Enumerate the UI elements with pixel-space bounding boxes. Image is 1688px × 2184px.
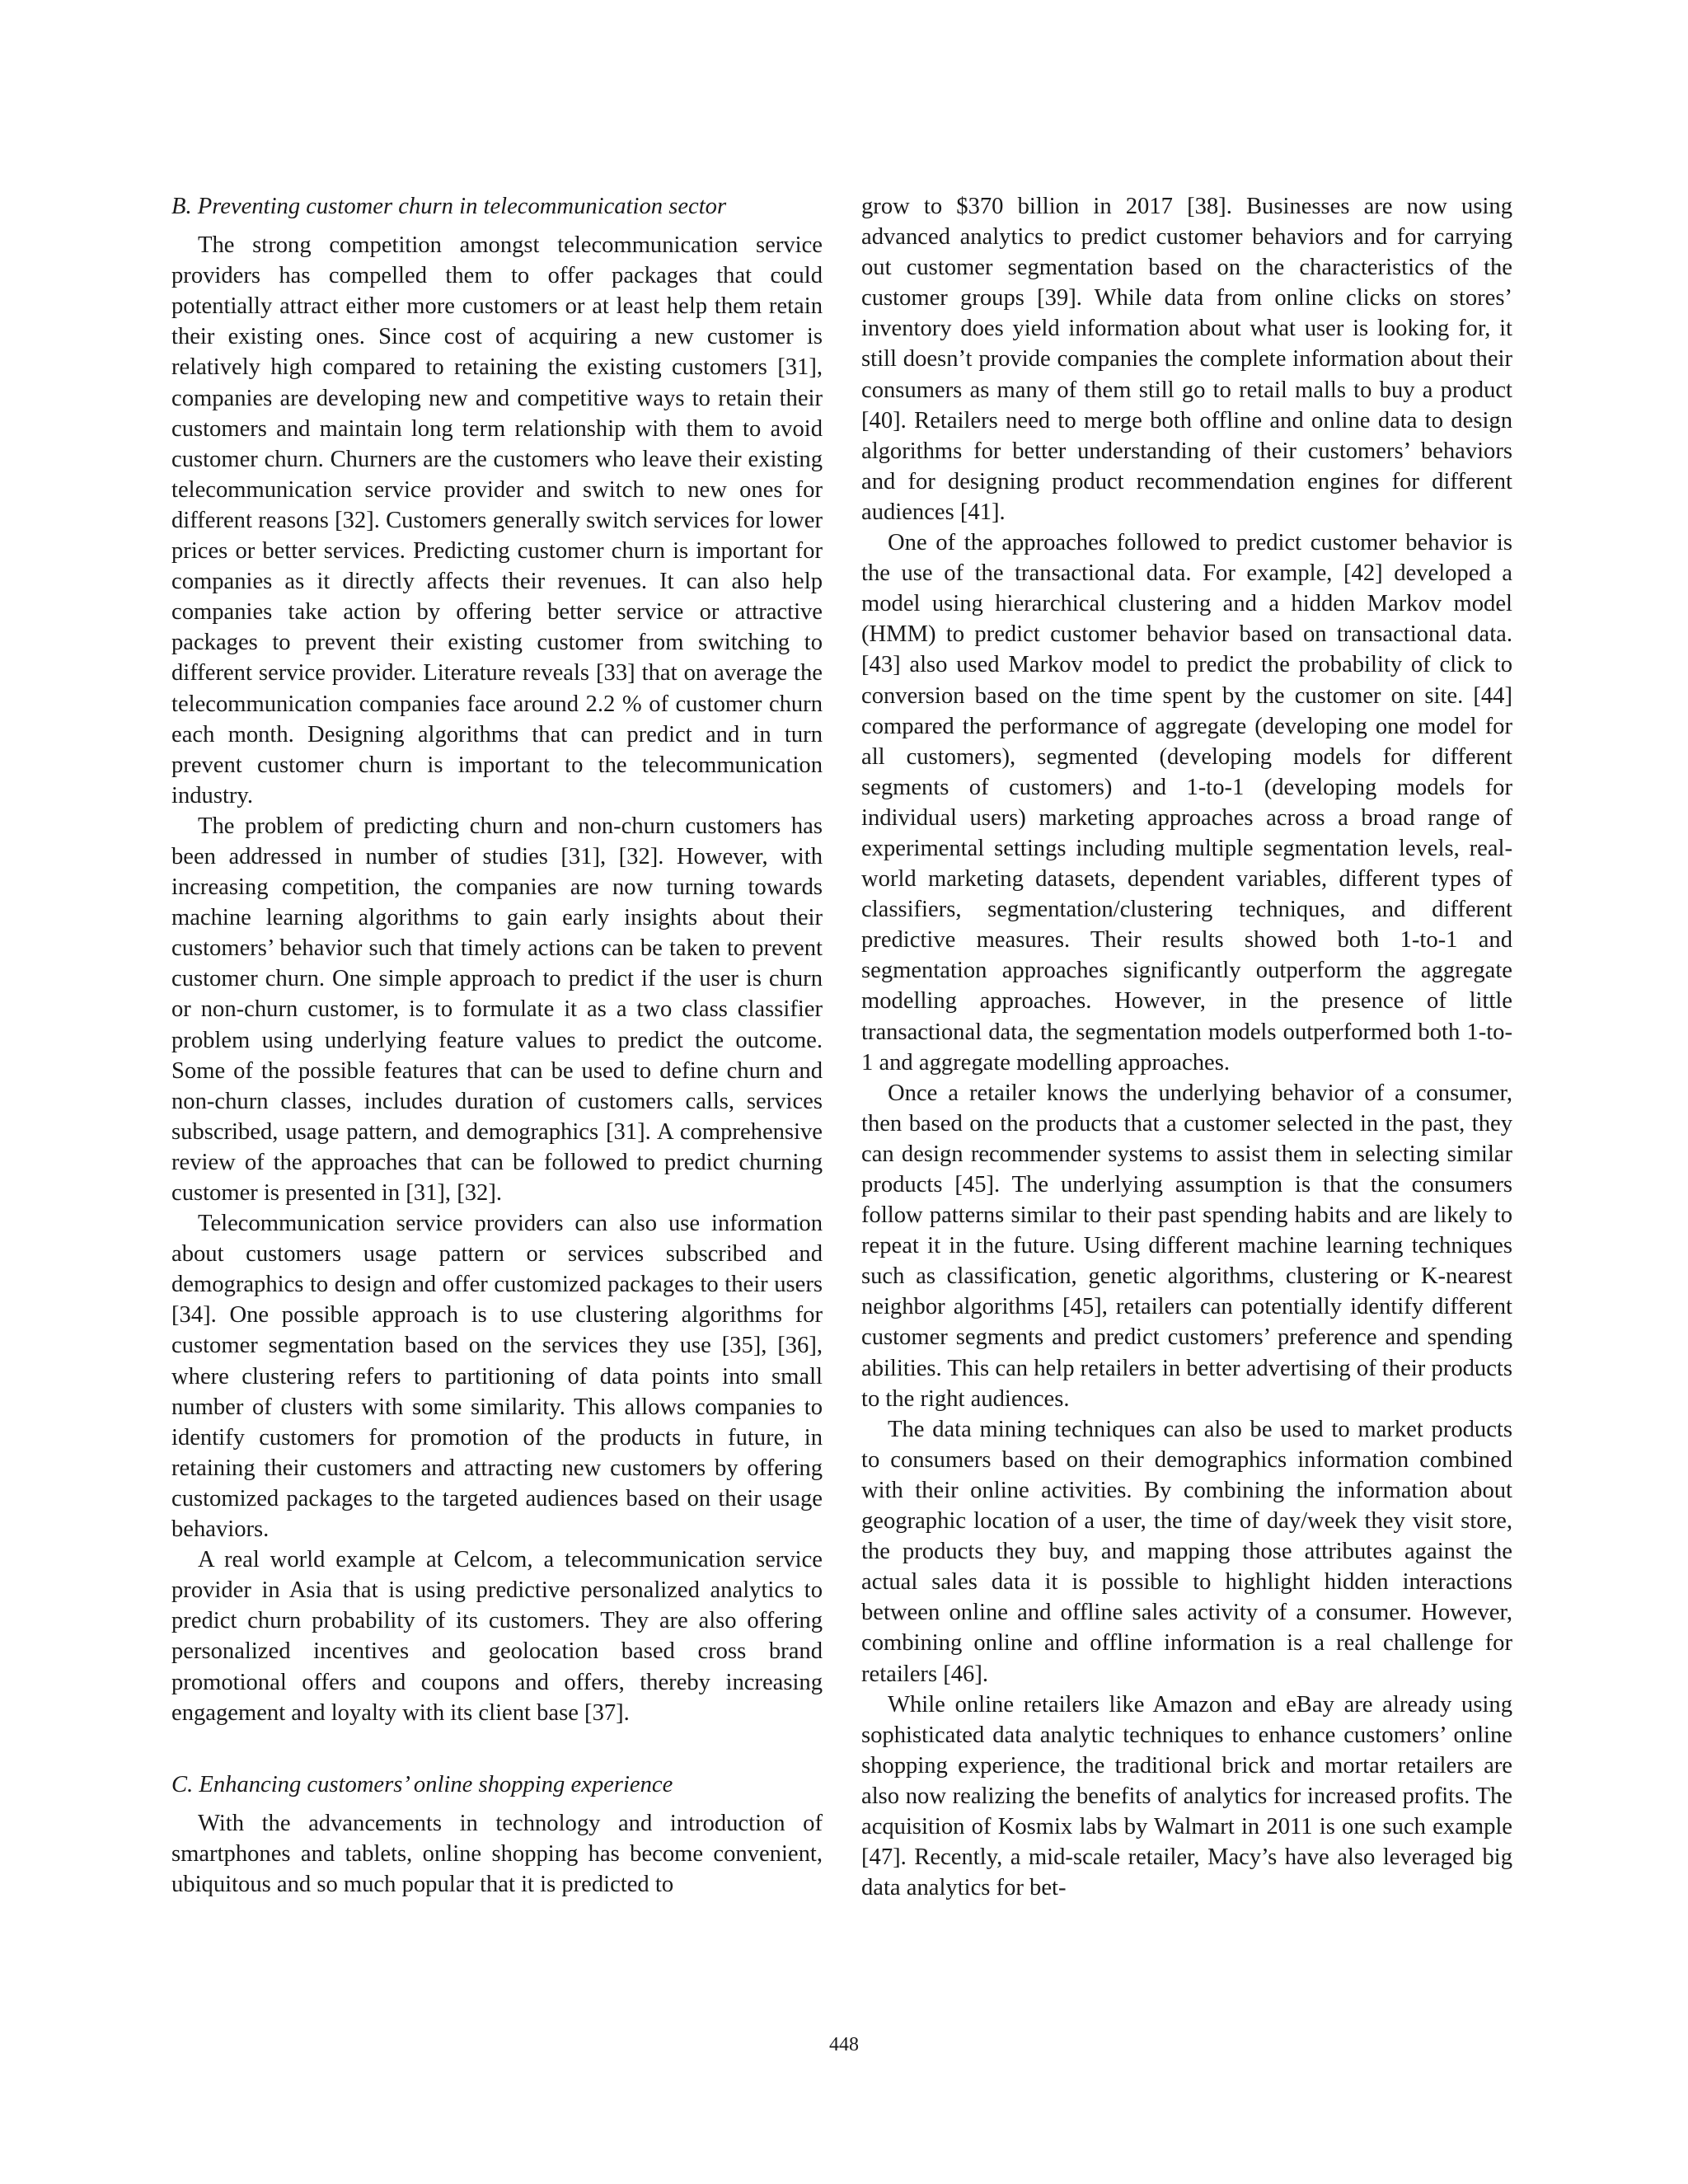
section-heading-c: C. Enhancing customers’ online shopping experience (171, 1771, 673, 1797)
paragraph-churn-segmentation: Telecommunication service providers can also use information about customers usage pattern or services subscribed and demographics to design and offer customized packages to their users [34]. One possible approach is to use clustering algorithms for customer segmentation based on the services they use [35], [36], where clustering refers to partitioning of data points into small number of clusters with some similarity. This allows companies to identify customers for promotion of the products in future, in retaining their customers and attracting new customers by offering customized packages to the targeted audiences based on their usage behaviors. (171, 1211, 823, 1543)
paragraph-recommender-systems: Once a retailer knows the underlying behavior of a consumer, then based on the products that a customer selected in the past, they can design recommender systems to assist them in selecting similar products [45]. The underlying assumption is that the consumers follow patterns similar to their past spending habits and are likely to repeat it in the future. Using different machine learning techniques such as classification, genetic algorithms, clustering or K-nearest neighbor algorithms [45], retailers can potentially identify different customer segments and predict customers’ preference and spending abilities. This can help retailers in better advertising of their products to the right audiences. (861, 1080, 1512, 1412)
right-column (861, 191, 1512, 1903)
paragraph-data-mining: The data mining techniques can also be used to market products to consumers based on their demographics information combined with their online activities. By combining the information about geographic location of a user, the time of day/week they visit store, the products they buy, and mapping those attributes against the actual sales data it is possible to highlight hidden interactions between online and offline sales activity of a consumer. However, combining online and offline information is a real challenge for retailers [46]. (861, 1416, 1512, 1687)
paragraph-celcom-example: A real world example at Celcom, a telecommunication service provider in Asia that is using predictive personalized analytics to predict churn probability of its customers. They are also offering personalized incentives and geolocation based cross brand promotional offers and coupons and offers, thereby increasing engagement and loyalty with its client base [37]. (171, 1547, 823, 1726)
paragraph-churn-intro: The strong competition amongst telecommunication service providers has compelled them to offer packages that could potentially attract either more customers or at least help them retain their existing ones. Since cost of acquiring a new customer is relatively high compared to retaining the existing customers [31], companies are developing new and competitive ways to retain their customers and maintain long term relationship with them to avoid customer churn. Churners are the customers who leave their existing telecommunication service provider and switch to new ones for different reasons [32]. Customers generally switch services for lower prices or better services. Predicting customer churn is important for companies as it directly affects their revenues. It can also help companies take action by offering better service or attractive packages to prevent their existing customer from switching to different service provider. Literature reveals [33] that on average the telecommunication companies face around 2.2 % of customer churn each month. Designing algorithms that can predict and in turn prevent customer churn is important to the telecommunication industry. (171, 232, 823, 808)
paragraph-online-shopping-cont: grow to $370 billion in 2017 [38]. Businesses are now using advanced analytics to predict customer behaviors and for carrying out customer segmentation based on the characteristics of the customer groups [39]. While data from online clicks on stores’ inventory does yield information about what user is looking for, it still doesn’t provide companies the complete information about their consumers as many of them still go to retail malls to buy a product [40]. Retailers need to merge both offline and online data to design algorithms for better understanding of their customers’ behaviors and for designing product recommendation engines for different audiences [41]. (861, 194, 1512, 525)
paragraph-churn-prediction: The problem of predicting churn and non-churn customers has been addressed in number of studies [31], [32]. However, with increasing competition, the companies are now turning towards machine learning algorithms to gain early insights about their customers’ behavior such that timely actions can be taken to prevent customer churn. One simple approach to predict if the user is churn or non-churn customer, is to formulate it as a two class classifier problem using underlying feature values to predict the outcome. Some of the possible features that can be used to define churn and non-churn classes, includes duration of customers calls, services subscribed, usage pattern, and demographics [31]. A comprehensive review of the approaches that can be followed to predict churning customer is presented in [31], [32]. (171, 813, 823, 1206)
paragraph-retailers-analytics: While online retailers like Amazon and eBay are already using sophisticated data analytic techniques to enhance customers’ online shopping experience, the traditional brick and mortar retailers are also now realizing the benefits of analytics for increased profits. The acquisition of Kosmix labs by Walmart in 2011 is one such example [47]. Recently, a mid-scale retailer, Macy’s have also leveraged big data analytics for bet- (861, 1691, 1512, 1901)
paragraph-transactional-data: One of the approaches followed to predict customer behavior is the use of the transactional data. For example, [42] developed a model using hierarchical clustering and a hidden Markov model (HMM) to predict customer behavior based on transactional data. [43] also used Markov model to predict the probability of click to conversion based on the time spent by the customer on site. [44] compared the performance of aggregate (developing one model for all customers), segmented (developing models for different segments of customers) and 1-to-1 (developing models for individual users) marketing approaches across a broad range of experimental settings including multiple segmentation levels, real-world marketing datasets, dependent variables, different types of classifiers, segmentation/clustering techniques, and different predictive measures. Their results showed both 1-to-1 and segmentation approaches significantly outperform the aggregate modelling approaches. However, in the presence of little transactional data, the segmentation models outperformed both 1-to-1 and aggregate modelling approaches. (861, 530, 1512, 1076)
left-column (171, 191, 823, 1900)
section-heading-b: B. Preventing customer churn in telecommunication sector (171, 194, 727, 219)
page-number: 448 (829, 2034, 859, 2055)
paragraph-online-shopping-intro: With the advancements in technology and introduction of smartphones and tablets, online shopping has become convenient, ubiquitous and so much popular that it is predicted to (171, 1810, 823, 1897)
